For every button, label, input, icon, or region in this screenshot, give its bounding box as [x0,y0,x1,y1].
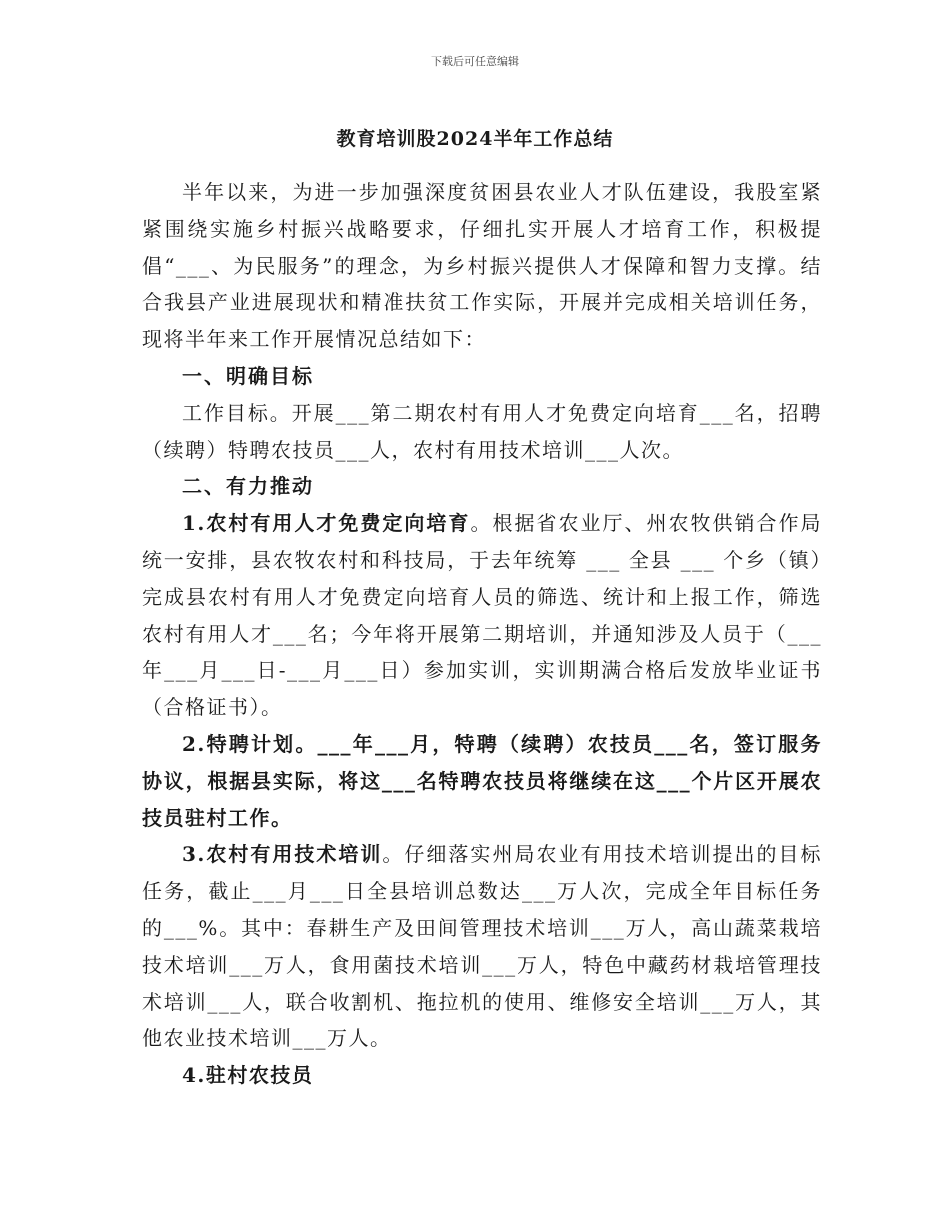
item3-lead: 3.农村有用技术培训 [182,842,383,867]
document-body [142,174,822,1094]
section1-heading: 一、明确目标 [182,363,314,388]
intro-paragraph: 半年以来，为进一步加强深度贫困县农业人才队伍建设，我股室紧紧围绕实施乡村振兴战略要求，仔细扎实开展人才培育工作，积极提倡“___、为民服务”的理念，为乡村振兴提供人才保障和智力支撑。结合我县产业进展现状和精准扶贫工作实际，开展并完成相关培训任务，现将半年来工作开展情况总结如下： [142,180,822,352]
item4-lead: 4.驻村农技员 [182,1063,314,1088]
header-note: 下载后可任意编辑 [431,55,519,68]
item4-paragraph [142,1057,822,1094]
section2-heading: 二、有力推动 [182,474,314,499]
item1-paragraph [142,505,822,726]
document-title: 教育培训股2024半年工作总结 [336,128,614,150]
item3-text: 。仔细落实州局农业有用技术培训提出的目标任务，截止___月___日全县培训总数达___万人次，完成全年目标任务的___%。其中：春耕生产及田间管理技术培训___万人，高山蔬菜栽培技术培训___万人，食用菌技术培训___万人，特色中藏药材栽培管理技术培训___人，联合收割机、拖拉机的使用、维修安全培训___万人，其他农业技术培训___万人。 [142,842,822,1051]
section1-paragraph: 工作目标。开展___第二期农村有用人才免费定向培育___名，招聘（续聘）特聘农技员___人，农村有用技术培训___人次。 [142,400,822,462]
item1-lead: 1.农村有用人才免费定向培育 [182,511,471,536]
item1-text: 。根据省农业厅、州农牧供销合作局统一安排，县农牧农村和科技局，于去年统筹 ___ 全县 ___ 个乡（镇）完成县农村有用人才免费定向培育人员的筛选、统计和上报工作，筛选农村有用人才___名；今年将开展第二期培训，并通知涉及人员于（___年___月___日-___月___日）参加实训，实训期满合格后发放毕业证书（合格证书）。 [142,511,822,720]
item3-paragraph [142,836,822,1057]
item2-paragraph: 2.特聘计划。___年___月，特聘（续聘）农技员___名，签订服务协议，根据县实际，将这___名特聘农技员将继续在这___个片区开展农技员驻村工作。 [142,731,822,830]
